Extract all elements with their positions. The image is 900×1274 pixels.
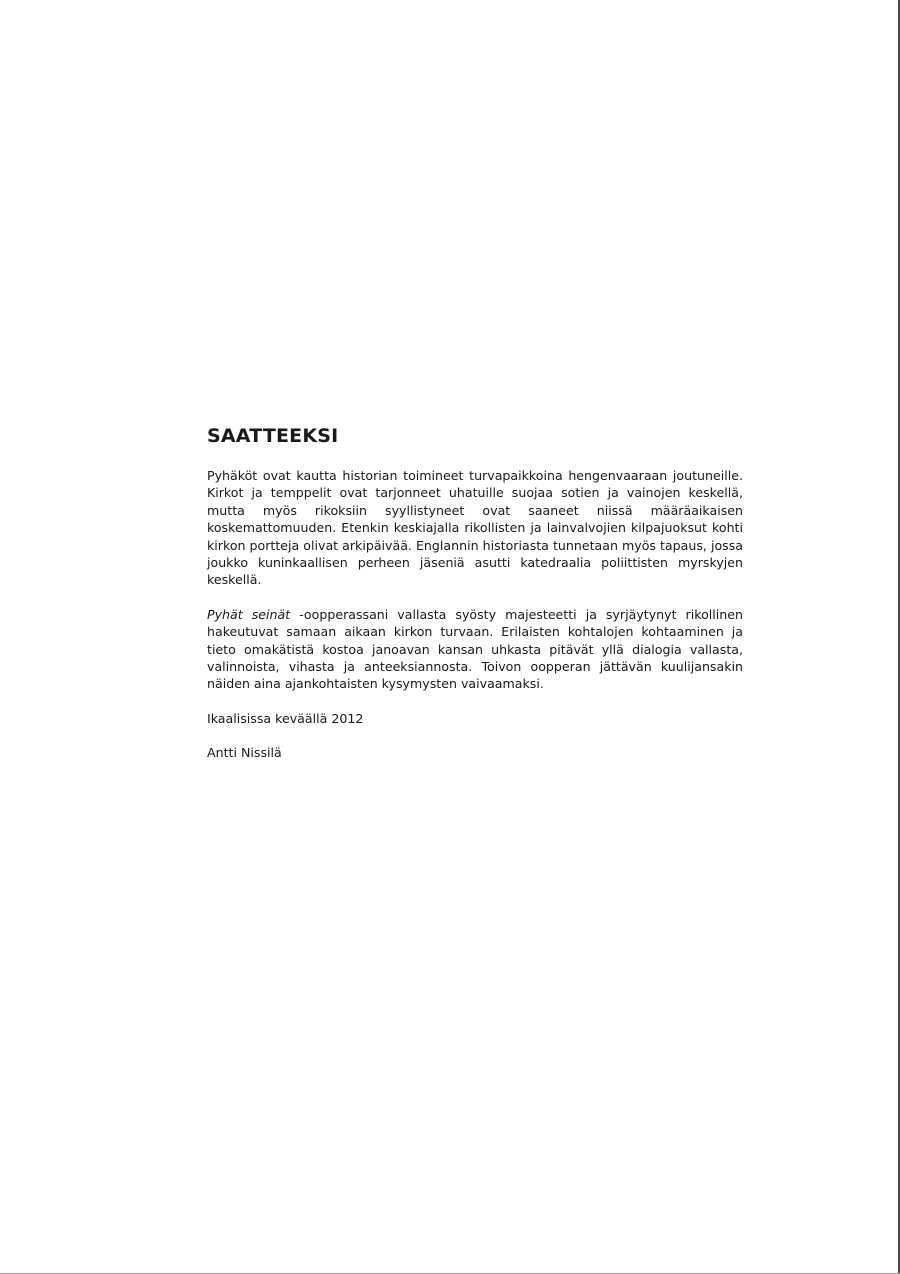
preface-title: SAATTEEKSI bbox=[207, 425, 339, 447]
preface-paragraph-2 bbox=[207, 606, 743, 693]
preface-paragraph-1: Pyhäköt ovat kautta historian toimineet turvapaikkoina hengenvaaraan joutuneille. Kirkot ja temppelit ovat tarjonneet uhatuille suojaa sotien ja vainojen keskellä, mutta myös rikoksiin syyllistyneet ovat saaneet niissä määräaikaisen koskemattomuuden. Etenkin keskiajalla rikollisten ja lainvalvojien kilpajuoksut kohti kirkon portteja olivat arkipäivää. Englannin historiasta tunnetaan myös tapaus, jossa joukko kuninkaallisen perheen jäseniä asutti katedraalia poliittisten myrskyjen keskellä. bbox=[207, 468, 743, 588]
place-date: Ikaalisissa keväällä 2012 bbox=[207, 710, 364, 726]
preface-paragraph-2-text: -oopperassani vallasta syösty majesteetti ja syrjäytynyt rikollinen hakeutuvat samaan aikaan kirkon turvaan. Erilaisten kohtalojen kohtaaminen ja tieto omakätistä kostoa janoavan kansan uhkasta pitävät yllä dialogia vallasta, valinnoista, vihasta ja anteeksiannosta. Toivon oopperan jättävän kuulijansakin näiden aina ajankohtaisten kysymysten vaivaamaksi. bbox=[207, 606, 743, 692]
opera-title: Pyhät seinät bbox=[207, 606, 291, 622]
author-signature: Antti Nissilä bbox=[207, 745, 282, 761]
preface-section bbox=[207, 424, 743, 779]
